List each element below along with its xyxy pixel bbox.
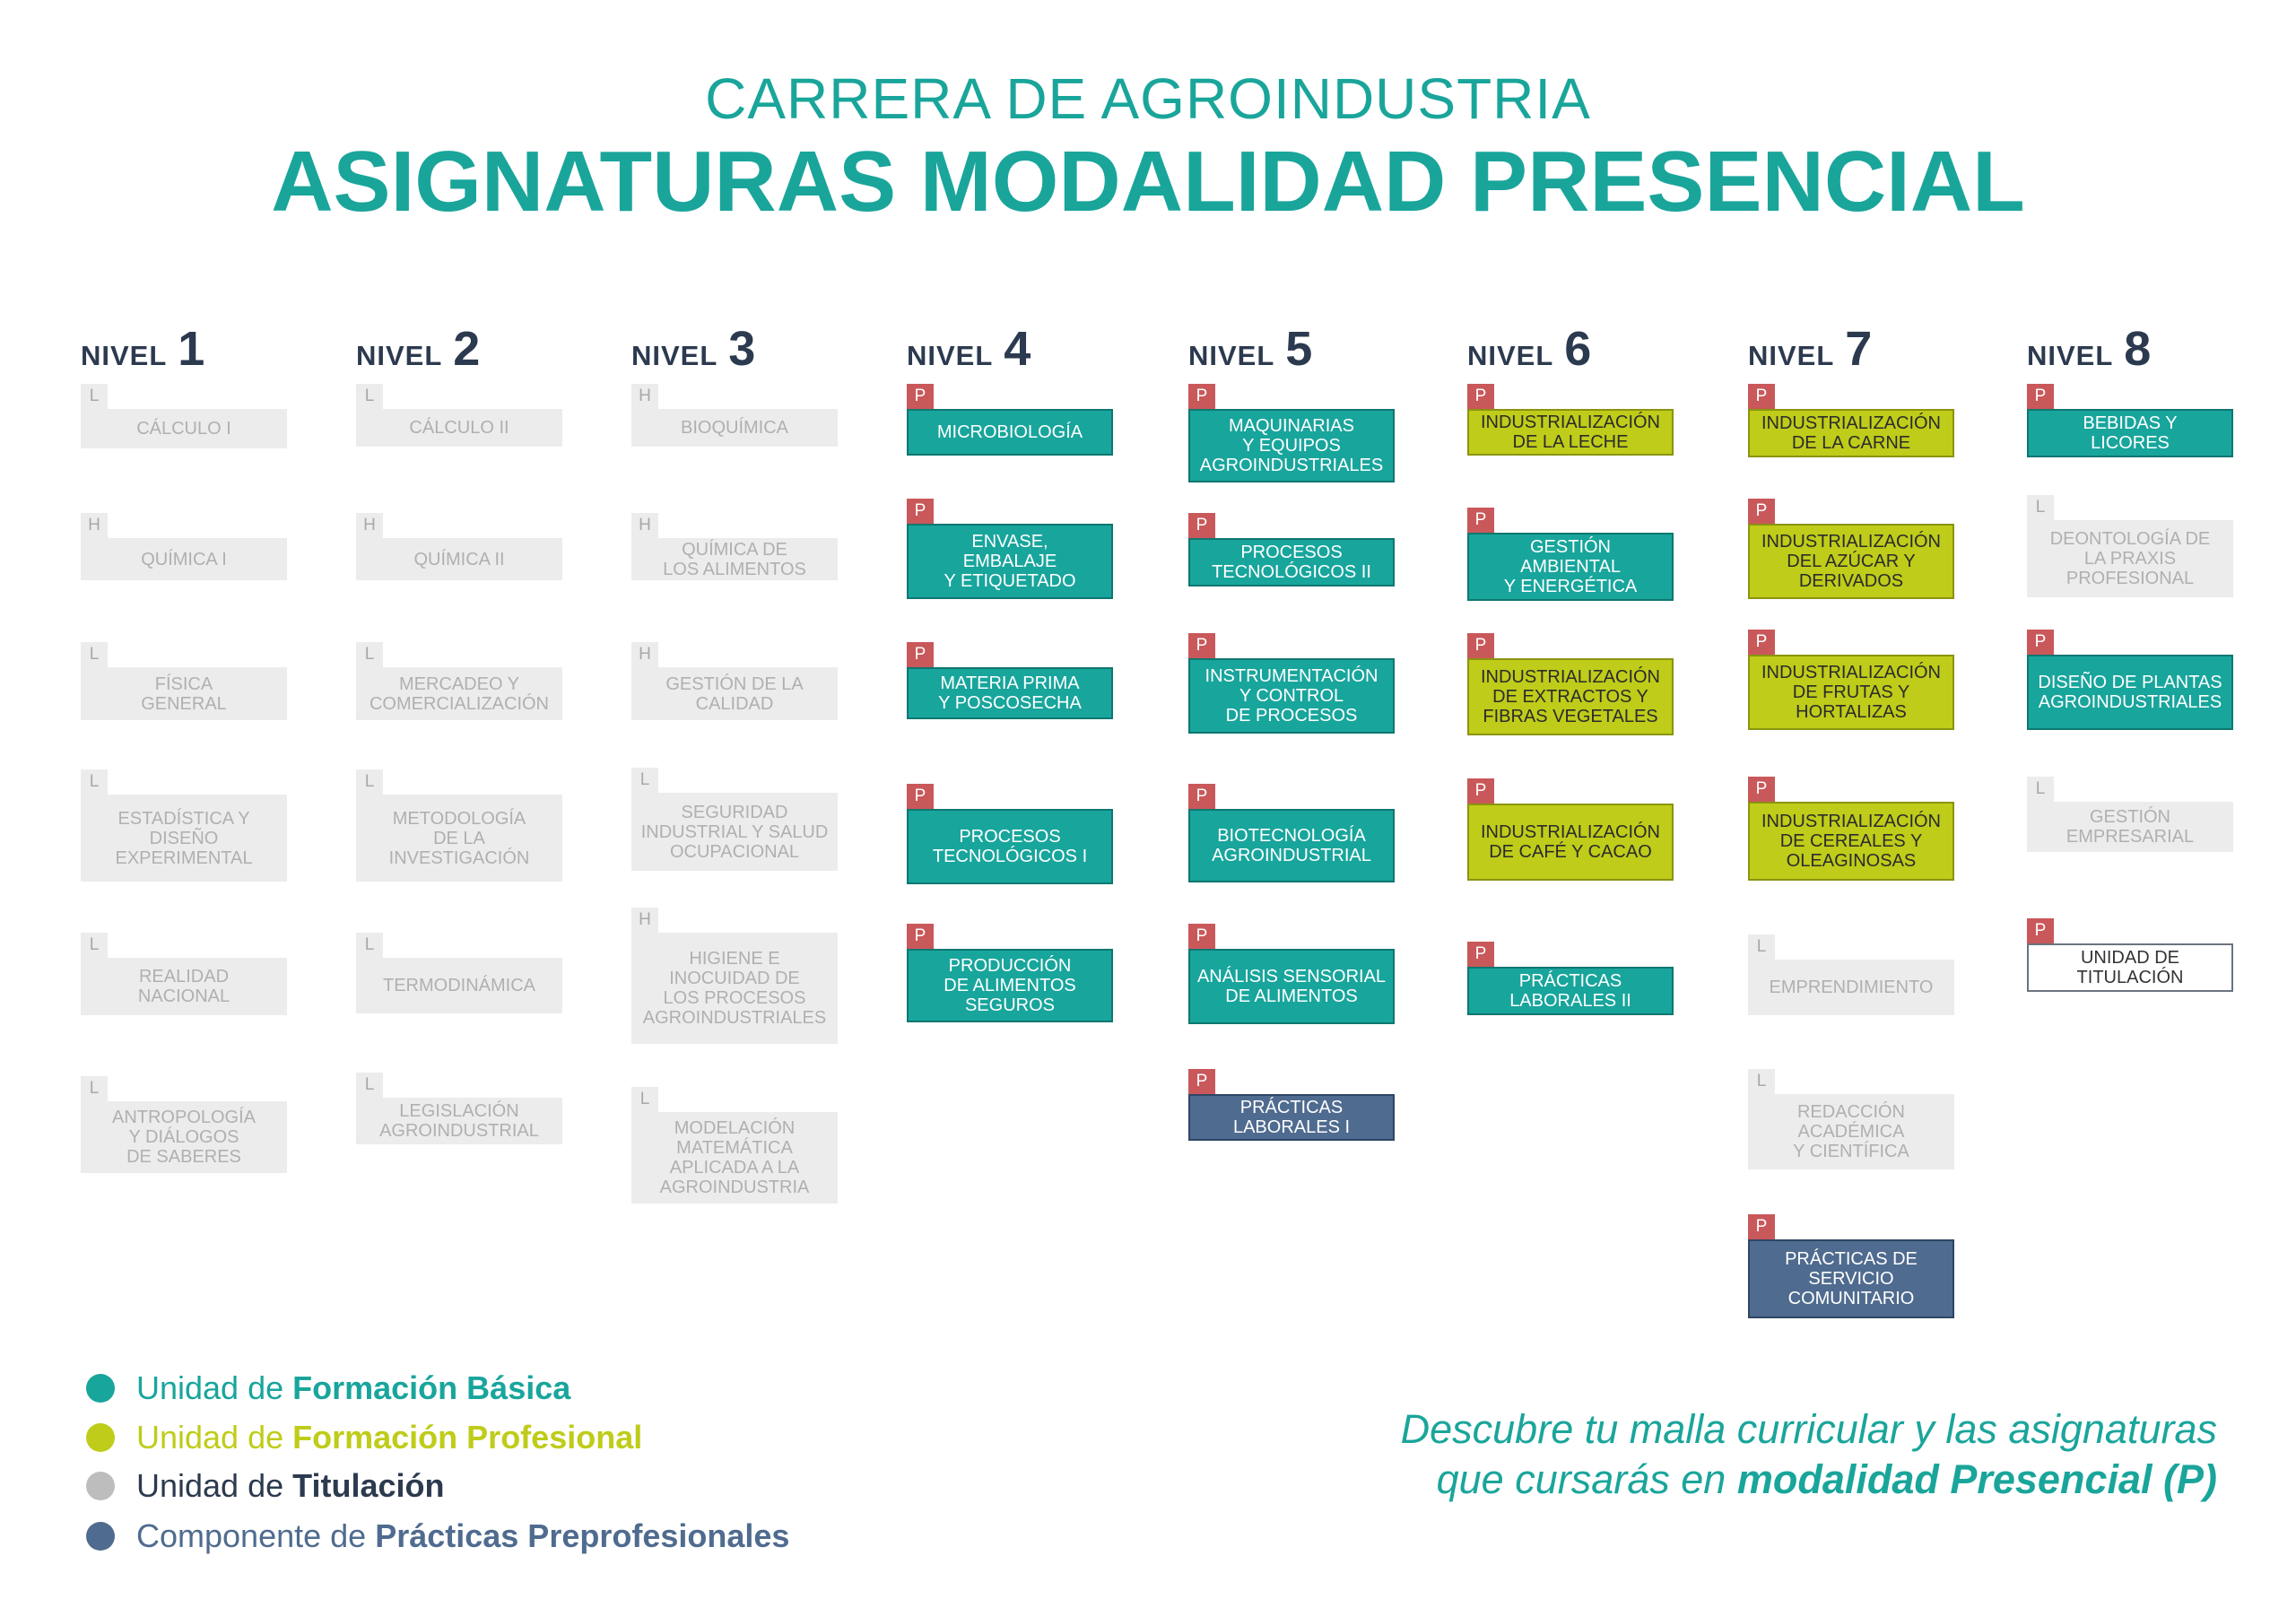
course-card: [2027, 630, 2233, 730]
modality-badge: P: [1467, 942, 1494, 967]
course-card: [2027, 384, 2233, 457]
course-name: MICROBIOLOGÍA: [907, 409, 1113, 456]
course-name: MAQUINARIAS Y EQUIPOS AGROINDUSTRIALES: [1188, 409, 1395, 482]
course-card: [2027, 495, 2233, 597]
course-name: SEGURIDAD INDUSTRIAL Y SALUD OCUPACIONAL: [631, 793, 838, 871]
level-4-header: [907, 321, 1031, 377]
course-name: QUÍMICA DE LOS ALIMENTOS: [631, 538, 838, 580]
modality-badge: L: [81, 642, 108, 667]
level-number: 8: [2124, 322, 2152, 376]
course-name: MODELACIÓN MATEMÁTICA APLICADA A LA AGROINDUSTRIA: [631, 1112, 838, 1204]
modality-badge: L: [1748, 934, 1775, 960]
course-card: [1748, 777, 1954, 881]
legend-label: [136, 1419, 642, 1456]
modality-badge: P: [1748, 630, 1775, 655]
legend-label: [136, 1369, 570, 1407]
modality-badge: H: [631, 642, 658, 667]
legend-label: [136, 1517, 789, 1555]
level-2-header: [356, 321, 480, 377]
course-name: EMPRENDIMIENTO: [1748, 960, 1954, 1015]
level-5-header: [1188, 321, 1312, 377]
level-number: 6: [1564, 322, 1592, 376]
course-name: ESTADÍSTICA Y DISEÑO EXPERIMENTAL: [81, 795, 287, 882]
modality-badge: P: [2027, 384, 2054, 409]
course-name: PRÁCTICAS DE SERVICIO COMUNITARIO: [1748, 1239, 1954, 1318]
course-card: [1188, 784, 1395, 882]
modality-badge: L: [356, 933, 383, 958]
tagline-prefix: que cursarás en: [1436, 1456, 1737, 1502]
course-card: [356, 1073, 562, 1144]
modality-badge: P: [1467, 778, 1494, 804]
course-card: [1748, 1214, 1954, 1318]
level-number: 1: [178, 322, 205, 376]
course-name: INDUSTRIALIZACIÓN DE LA LECHE: [1467, 409, 1674, 456]
modality-badge: L: [356, 384, 383, 409]
level-3-header: [631, 321, 755, 377]
course-card: [907, 384, 1113, 456]
course-card: [631, 513, 838, 580]
course-name: MATERIA PRIMA Y POSCOSECHA: [907, 667, 1113, 719]
course-name: GESTIÓN AMBIENTAL Y ENERGÉTICA: [1467, 533, 1674, 601]
modality-badge: L: [356, 642, 383, 667]
level-number: 4: [1004, 322, 1031, 376]
modality-badge: P: [1748, 384, 1775, 409]
modality-badge: L: [2027, 777, 2054, 802]
level-6-header: [1467, 321, 1591, 377]
modality-badge: H: [631, 908, 658, 933]
course-name: REALIDAD NACIONAL: [81, 958, 287, 1015]
course-card: [631, 642, 838, 720]
level-word: NIVEL: [907, 340, 994, 371]
level-word: NIVEL: [1748, 340, 1835, 371]
legend-dot-icon: [86, 1472, 115, 1500]
legend-bold: Formación Profesional: [292, 1419, 643, 1456]
modality-badge: L: [81, 384, 108, 409]
level-word: NIVEL: [356, 340, 443, 371]
course-name: QUÍMICA II: [356, 538, 562, 580]
modality-badge: H: [631, 384, 658, 409]
legend-label: [136, 1467, 445, 1505]
course-name: UNIDAD DE TITULACIÓN: [2027, 943, 2233, 992]
modality-badge: L: [356, 769, 383, 795]
subtitle: CARRERA DE AGROINDUSTRIA: [705, 66, 1591, 131]
course-name: INDUSTRIALIZACIÓN DE FRUTAS Y HORTALIZAS: [1748, 655, 1954, 730]
modality-badge: L: [81, 769, 108, 795]
course-name: PRODUCCIÓN DE ALIMENTOS SEGUROS: [907, 949, 1113, 1022]
course-name: PRÁCTICAS LABORALES I: [1188, 1094, 1395, 1141]
modality-badge: P: [907, 642, 934, 667]
course-name: QUÍMICA I: [81, 538, 287, 580]
course-card: [1467, 384, 1674, 456]
modality-badge: L: [631, 1087, 658, 1112]
course-card: [81, 769, 287, 882]
course-card: [1188, 513, 1395, 587]
legend-dot-icon: [86, 1423, 115, 1452]
course-card: [81, 933, 287, 1015]
course-name: INSTRUMENTACIÓN Y CONTROL DE PROCESOS: [1188, 658, 1395, 734]
level-word: NIVEL: [81, 340, 168, 371]
modality-badge: L: [81, 1076, 108, 1101]
legend-prefix: Unidad de: [136, 1467, 293, 1504]
course-card: [356, 769, 562, 882]
legend-bold: Titulación: [292, 1467, 445, 1504]
tagline-line-2: [1401, 1455, 2217, 1505]
modality-badge: L: [81, 933, 108, 958]
modality-badge: H: [631, 513, 658, 538]
legend-item: [86, 1370, 570, 1406]
course-card: [631, 908, 838, 1044]
level-number: 3: [728, 322, 756, 376]
legend-item: [86, 1518, 789, 1554]
modality-badge: P: [907, 924, 934, 949]
course-name: BEBIDAS Y LICORES: [2027, 409, 2233, 457]
modality-badge: P: [1748, 499, 1775, 524]
modality-badge: P: [1467, 384, 1494, 409]
course-card: [1748, 630, 1954, 730]
course-name: DEONTOLOGÍA DE LA PRAXIS PROFESIONAL: [2027, 520, 2233, 597]
legend-bold: Prácticas Preprofesionales: [375, 1517, 790, 1554]
modality-badge: P: [2027, 918, 2054, 943]
course-card: [81, 642, 287, 720]
modality-badge: P: [2027, 630, 2054, 655]
course-name: ANÁLISIS SENSORIAL DE ALIMENTOS: [1188, 949, 1395, 1024]
modality-badge: P: [1467, 633, 1494, 658]
modality-badge: P: [907, 384, 934, 409]
course-name: CÁLCULO I: [81, 409, 287, 448]
modality-badge: P: [1188, 1069, 1215, 1094]
legend-item: [86, 1468, 445, 1504]
course-card: [1188, 924, 1395, 1024]
course-card: [1188, 384, 1395, 482]
course-card: [631, 1087, 838, 1204]
course-card: [907, 499, 1113, 599]
legend-prefix: Unidad de: [136, 1419, 293, 1456]
course-card: [2027, 918, 2233, 992]
course-name: FÍSICA GENERAL: [81, 667, 287, 720]
legend-bold: Formación Básica: [292, 1369, 571, 1406]
course-name: PROCESOS TECNOLÓGICOS I: [907, 809, 1113, 884]
modality-badge: P: [1188, 633, 1215, 658]
course-name: GESTIÓN DE LA CALIDAD: [631, 667, 838, 720]
tagline-line-1: Descubre tu malla curricular y las asignaturas: [1400, 1406, 2217, 1452]
course-card: [907, 642, 1113, 719]
course-name: INDUSTRIALIZACIÓN DE CAFÉ Y CACAO: [1467, 804, 1674, 881]
course-card: [81, 384, 287, 448]
course-name: BIOQUÍMICA: [631, 409, 838, 447]
course-card: [356, 933, 562, 1013]
level-word: NIVEL: [2027, 340, 2114, 371]
level-8-header: [2027, 321, 2151, 377]
course-card: [81, 513, 287, 580]
course-card: [1748, 1069, 1954, 1169]
course-name: LEGISLACIÓN AGROINDUSTRIAL: [356, 1098, 562, 1144]
course-name: BIOTECNOLOGÍA AGROINDUSTRIAL: [1188, 809, 1395, 882]
course-name: INDUSTRIALIZACIÓN DE CEREALES Y OLEAGINOSAS: [1748, 802, 1954, 881]
course-card: [1188, 1069, 1395, 1141]
modality-badge: H: [356, 513, 383, 538]
level-word: NIVEL: [1188, 340, 1275, 371]
modality-badge: P: [907, 499, 934, 524]
course-card: [1467, 508, 1674, 601]
tagline-bold: modalidad Presencial (P): [1736, 1456, 2217, 1502]
course-name: METODOLOGÍA DE LA INVESTIGACIÓN: [356, 795, 562, 882]
legend-dot-icon: [86, 1374, 115, 1403]
level-7-header: [1748, 321, 1872, 377]
course-name: INDUSTRIALIZACIÓN DE EXTRACTOS Y FIBRAS VEGETALES: [1467, 658, 1674, 735]
course-card: [81, 1076, 287, 1173]
course-name: GESTIÓN EMPRESARIAL: [2027, 802, 2233, 852]
course-name: ANTROPOLOGÍA Y DIÁLOGOS DE SABERES: [81, 1101, 287, 1173]
course-card: [631, 384, 838, 447]
course-card: [1748, 384, 1954, 457]
course-name: TERMODINÁMICA: [356, 958, 562, 1013]
course-name: MERCADEO Y COMERCIALIZACIÓN: [356, 667, 562, 720]
level-number: 7: [1845, 322, 1873, 376]
course-card: [631, 768, 838, 871]
legend-prefix: Unidad de: [136, 1369, 293, 1406]
course-card: [1748, 499, 1954, 599]
course-card: [1748, 934, 1954, 1015]
course-card: [907, 784, 1113, 884]
modality-badge: P: [1748, 1214, 1775, 1239]
course-name: ENVASE, EMBALAJE Y ETIQUETADO: [907, 524, 1113, 599]
course-card: [2027, 777, 2233, 852]
modality-badge: L: [356, 1073, 383, 1098]
course-name: INDUSTRIALIZACIÓN DEL AZÚCAR Y DERIVADOS: [1748, 524, 1954, 599]
course-name: CÁLCULO II: [356, 409, 562, 447]
level-number: 5: [1285, 322, 1313, 376]
page-title: ASIGNATURAS MODALIDAD PRESENCIAL: [271, 134, 2025, 230]
level-word: NIVEL: [631, 340, 718, 371]
course-name: PRÁCTICAS LABORALES II: [1467, 967, 1674, 1015]
course-card: [1467, 633, 1674, 735]
course-card: [1467, 942, 1674, 1015]
modality-badge: L: [2027, 495, 2054, 520]
legend-item: [86, 1420, 642, 1456]
course-name: PROCESOS TECNOLÓGICOS II: [1188, 538, 1395, 587]
modality-badge: P: [1748, 777, 1775, 802]
legend-dot-icon: [86, 1522, 115, 1551]
modality-badge: P: [1188, 384, 1215, 409]
course-card: [907, 924, 1113, 1022]
modality-badge: P: [1188, 784, 1215, 809]
modality-badge: H: [81, 513, 108, 538]
modality-badge: P: [907, 784, 934, 809]
course-card: [356, 642, 562, 720]
course-name: INDUSTRIALIZACIÓN DE LA CARNE: [1748, 409, 1954, 457]
level-number: 2: [453, 322, 481, 376]
course-card: [356, 384, 562, 447]
level-word: NIVEL: [1467, 340, 1554, 371]
course-card: [1188, 633, 1395, 734]
modality-badge: P: [1188, 924, 1215, 949]
legend-prefix: Componente de: [136, 1517, 376, 1554]
modality-badge: P: [1188, 513, 1215, 538]
level-1-header: [81, 321, 204, 377]
course-card: [356, 513, 562, 580]
tagline: [1401, 1404, 2217, 1505]
course-card: [1467, 778, 1674, 881]
course-name: REDACCIÓN ACADÉMICA Y CIENTÍFICA: [1748, 1094, 1954, 1169]
modality-badge: L: [1748, 1069, 1775, 1094]
course-name: HIGIENE E INOCUIDAD DE LOS PROCESOS AGROINDUSTRIALES: [631, 933, 838, 1044]
modality-badge: L: [631, 768, 658, 793]
course-name: DISEÑO DE PLANTAS AGROINDUSTRIALES: [2027, 655, 2233, 730]
modality-badge: P: [1467, 508, 1494, 533]
